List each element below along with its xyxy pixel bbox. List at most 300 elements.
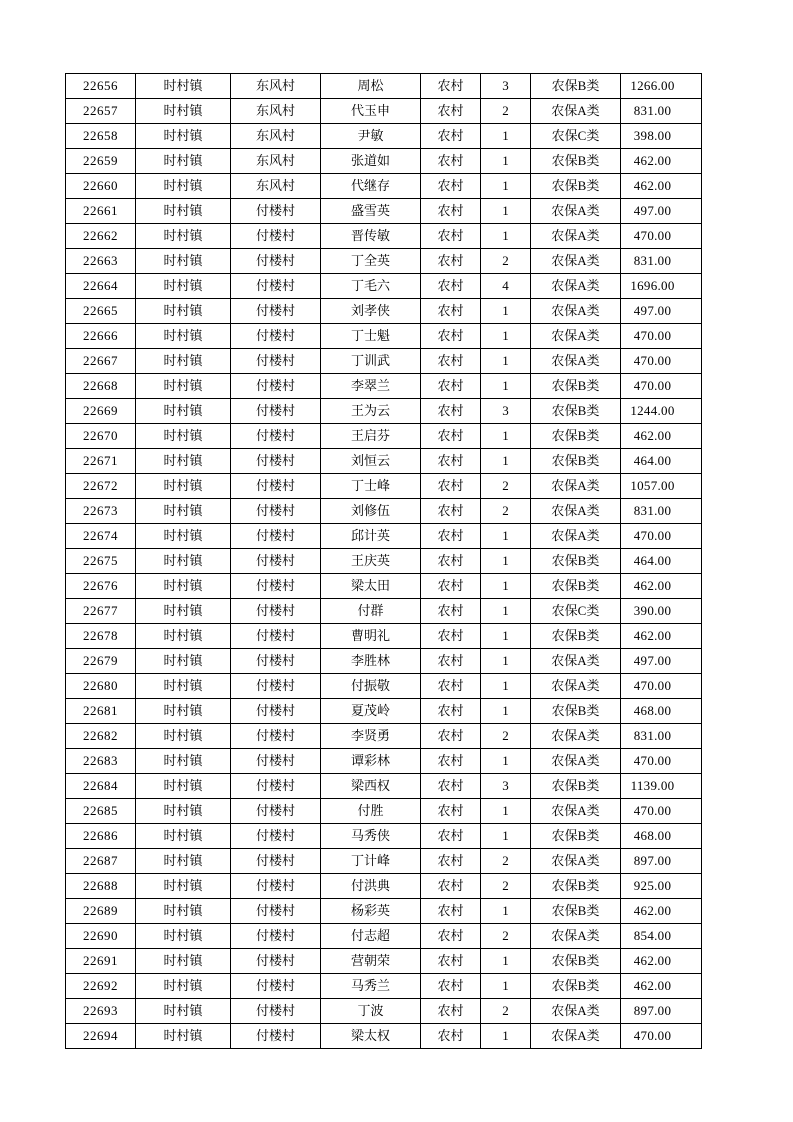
cell-village: 付楼村 — [231, 674, 321, 699]
cell-category: 农保B类 — [531, 424, 621, 449]
cell-amount: 497.00 — [621, 199, 702, 224]
table-row — [66, 674, 702, 699]
cell-town: 时村镇 — [136, 749, 231, 774]
cell-name: 张道如 — [321, 149, 421, 174]
cell-town: 时村镇 — [136, 249, 231, 274]
cell-id: 22687 — [66, 849, 136, 874]
cell-id: 22675 — [66, 549, 136, 574]
cell-id: 22656 — [66, 74, 136, 99]
cell-town: 时村镇 — [136, 724, 231, 749]
cell-amount: 462.00 — [621, 149, 702, 174]
cell-count: 1 — [481, 199, 531, 224]
cell-type: 农村 — [421, 549, 481, 574]
cell-village: 付楼村 — [231, 624, 321, 649]
cell-town: 时村镇 — [136, 949, 231, 974]
cell-name: 丁士峰 — [321, 474, 421, 499]
cell-type: 农村 — [421, 999, 481, 1024]
cell-count: 1 — [481, 549, 531, 574]
cell-village: 付楼村 — [231, 349, 321, 374]
cell-id: 22659 — [66, 149, 136, 174]
cell-town: 时村镇 — [136, 774, 231, 799]
cell-count: 2 — [481, 874, 531, 899]
cell-id: 22685 — [66, 799, 136, 824]
cell-count: 2 — [481, 849, 531, 874]
cell-amount: 462.00 — [621, 424, 702, 449]
cell-name: 杨彩英 — [321, 899, 421, 924]
cell-name: 梁太田 — [321, 574, 421, 599]
cell-village: 东风村 — [231, 149, 321, 174]
cell-id: 22657 — [66, 99, 136, 124]
cell-amount: 1057.00 — [621, 474, 702, 499]
cell-count: 1 — [481, 599, 531, 624]
cell-category: 农保B类 — [531, 699, 621, 724]
cell-amount: 1696.00 — [621, 274, 702, 299]
cell-amount: 462.00 — [621, 624, 702, 649]
cell-id: 22674 — [66, 524, 136, 549]
cell-id: 22665 — [66, 299, 136, 324]
cell-category: 农保A类 — [531, 199, 621, 224]
cell-type: 农村 — [421, 699, 481, 724]
cell-town: 时村镇 — [136, 974, 231, 999]
cell-town: 时村镇 — [136, 174, 231, 199]
cell-type: 农村 — [421, 299, 481, 324]
cell-category: 农保A类 — [531, 349, 621, 374]
cell-id: 22669 — [66, 399, 136, 424]
pension-table — [65, 73, 702, 1049]
cell-category: 农保A类 — [531, 674, 621, 699]
table-row — [66, 949, 702, 974]
cell-name: 付志超 — [321, 924, 421, 949]
cell-amount: 497.00 — [621, 299, 702, 324]
cell-category: 农保A类 — [531, 324, 621, 349]
cell-village: 付楼村 — [231, 374, 321, 399]
cell-id: 22672 — [66, 474, 136, 499]
cell-id: 22694 — [66, 1024, 136, 1049]
cell-village: 付楼村 — [231, 449, 321, 474]
cell-name: 丁毛六 — [321, 274, 421, 299]
cell-town: 时村镇 — [136, 674, 231, 699]
cell-village: 付楼村 — [231, 474, 321, 499]
cell-count: 2 — [481, 499, 531, 524]
cell-type: 农村 — [421, 599, 481, 624]
cell-type: 农村 — [421, 574, 481, 599]
cell-amount: 497.00 — [621, 649, 702, 674]
cell-name: 付洪典 — [321, 874, 421, 899]
cell-id: 22658 — [66, 124, 136, 149]
cell-category: 农保B类 — [531, 399, 621, 424]
cell-type: 农村 — [421, 849, 481, 874]
cell-town: 时村镇 — [136, 424, 231, 449]
table-row — [66, 549, 702, 574]
cell-village: 东风村 — [231, 124, 321, 149]
table-row — [66, 774, 702, 799]
cell-name: 付胜 — [321, 799, 421, 824]
cell-count: 1 — [481, 574, 531, 599]
cell-category: 农保A类 — [531, 524, 621, 549]
cell-amount: 464.00 — [621, 449, 702, 474]
cell-town: 时村镇 — [136, 74, 231, 99]
cell-town: 时村镇 — [136, 299, 231, 324]
cell-category: 农保A类 — [531, 724, 621, 749]
cell-id: 22673 — [66, 499, 136, 524]
cell-type: 农村 — [421, 749, 481, 774]
cell-type: 农村 — [421, 724, 481, 749]
table-row — [66, 499, 702, 524]
cell-town: 时村镇 — [136, 499, 231, 524]
cell-town: 时村镇 — [136, 1024, 231, 1049]
cell-town: 时村镇 — [136, 699, 231, 724]
cell-town: 时村镇 — [136, 649, 231, 674]
cell-type: 农村 — [421, 124, 481, 149]
cell-count: 2 — [481, 474, 531, 499]
cell-village: 东风村 — [231, 99, 321, 124]
cell-count: 1 — [481, 899, 531, 924]
cell-name: 梁太权 — [321, 1024, 421, 1049]
table-row — [66, 699, 702, 724]
cell-category: 农保A类 — [531, 999, 621, 1024]
cell-count: 1 — [481, 974, 531, 999]
cell-category: 农保B类 — [531, 899, 621, 924]
cell-town: 时村镇 — [136, 124, 231, 149]
cell-type: 农村 — [421, 824, 481, 849]
cell-amount: 462.00 — [621, 949, 702, 974]
cell-type: 农村 — [421, 899, 481, 924]
cell-village: 付楼村 — [231, 649, 321, 674]
cell-id: 22661 — [66, 199, 136, 224]
cell-amount: 470.00 — [621, 374, 702, 399]
cell-category: 农保B类 — [531, 549, 621, 574]
cell-count: 3 — [481, 774, 531, 799]
cell-village: 付楼村 — [231, 599, 321, 624]
cell-amount: 462.00 — [621, 974, 702, 999]
cell-name: 丁士魁 — [321, 324, 421, 349]
cell-town: 时村镇 — [136, 149, 231, 174]
cell-village: 付楼村 — [231, 1024, 321, 1049]
cell-name: 营朝荣 — [321, 949, 421, 974]
cell-amount: 468.00 — [621, 699, 702, 724]
cell-type: 农村 — [421, 649, 481, 674]
cell-town: 时村镇 — [136, 599, 231, 624]
cell-id: 22662 — [66, 224, 136, 249]
cell-category: 农保A类 — [531, 649, 621, 674]
cell-town: 时村镇 — [136, 274, 231, 299]
cell-category: 农保B类 — [531, 874, 621, 899]
cell-count: 2 — [481, 724, 531, 749]
cell-category: 农保C类 — [531, 599, 621, 624]
cell-id: 22676 — [66, 574, 136, 599]
cell-category: 农保A类 — [531, 224, 621, 249]
cell-id: 22660 — [66, 174, 136, 199]
table-row — [66, 799, 702, 824]
cell-name: 李胜林 — [321, 649, 421, 674]
cell-amount: 831.00 — [621, 499, 702, 524]
cell-amount: 464.00 — [621, 549, 702, 574]
table-row — [66, 99, 702, 124]
cell-count: 1 — [481, 149, 531, 174]
cell-count: 1 — [481, 649, 531, 674]
table-row — [66, 724, 702, 749]
cell-count: 1 — [481, 949, 531, 974]
cell-village: 付楼村 — [231, 799, 321, 824]
cell-name: 李贤勇 — [321, 724, 421, 749]
cell-id: 22663 — [66, 249, 136, 274]
cell-amount: 831.00 — [621, 99, 702, 124]
cell-amount: 925.00 — [621, 874, 702, 899]
table-row — [66, 999, 702, 1024]
table-row — [66, 874, 702, 899]
cell-count: 1 — [481, 174, 531, 199]
cell-town: 时村镇 — [136, 899, 231, 924]
cell-id: 22678 — [66, 624, 136, 649]
cell-village: 付楼村 — [231, 574, 321, 599]
cell-count: 2 — [481, 924, 531, 949]
cell-village: 付楼村 — [231, 949, 321, 974]
cell-town: 时村镇 — [136, 449, 231, 474]
cell-amount: 1139.00 — [621, 774, 702, 799]
cell-id: 22692 — [66, 974, 136, 999]
cell-count: 1 — [481, 424, 531, 449]
cell-type: 农村 — [421, 774, 481, 799]
cell-amount: 1244.00 — [621, 399, 702, 424]
cell-name: 邱计英 — [321, 524, 421, 549]
cell-id: 22683 — [66, 749, 136, 774]
cell-name: 盛雪英 — [321, 199, 421, 224]
cell-name: 马秀兰 — [321, 974, 421, 999]
cell-type: 农村 — [421, 74, 481, 99]
cell-amount: 462.00 — [621, 174, 702, 199]
cell-amount: 470.00 — [621, 324, 702, 349]
cell-name: 刘修伍 — [321, 499, 421, 524]
cell-id: 22667 — [66, 349, 136, 374]
cell-count: 3 — [481, 74, 531, 99]
cell-type: 农村 — [421, 149, 481, 174]
cell-category: 农保A类 — [531, 849, 621, 874]
cell-count: 1 — [481, 624, 531, 649]
cell-name: 李翠兰 — [321, 374, 421, 399]
table-row — [66, 849, 702, 874]
cell-name: 尹敏 — [321, 124, 421, 149]
cell-category: 农保B类 — [531, 449, 621, 474]
cell-id: 22682 — [66, 724, 136, 749]
cell-village: 付楼村 — [231, 399, 321, 424]
cell-name: 付振敬 — [321, 674, 421, 699]
cell-town: 时村镇 — [136, 224, 231, 249]
table-row — [66, 974, 702, 999]
cell-type: 农村 — [421, 99, 481, 124]
cell-category: 农保A类 — [531, 924, 621, 949]
cell-count: 1 — [481, 674, 531, 699]
cell-village: 付楼村 — [231, 749, 321, 774]
cell-category: 农保C类 — [531, 124, 621, 149]
cell-count: 2 — [481, 999, 531, 1024]
cell-amount: 398.00 — [621, 124, 702, 149]
cell-village: 付楼村 — [231, 924, 321, 949]
table-row — [66, 149, 702, 174]
table-row — [66, 524, 702, 549]
cell-type: 农村 — [421, 524, 481, 549]
cell-id: 22677 — [66, 599, 136, 624]
cell-village: 付楼村 — [231, 824, 321, 849]
cell-type: 农村 — [421, 474, 481, 499]
cell-amount: 470.00 — [621, 349, 702, 374]
cell-amount: 897.00 — [621, 999, 702, 1024]
cell-amount: 470.00 — [621, 224, 702, 249]
table-row — [66, 324, 702, 349]
cell-category: 农保B类 — [531, 824, 621, 849]
cell-amount: 470.00 — [621, 749, 702, 774]
table-row — [66, 449, 702, 474]
cell-id: 22666 — [66, 324, 136, 349]
cell-type: 农村 — [421, 249, 481, 274]
cell-count: 4 — [481, 274, 531, 299]
cell-name: 曹明礼 — [321, 624, 421, 649]
table-row — [66, 399, 702, 424]
cell-count: 1 — [481, 324, 531, 349]
cell-category: 农保A类 — [531, 499, 621, 524]
cell-id: 22664 — [66, 274, 136, 299]
cell-type: 农村 — [421, 1024, 481, 1049]
cell-amount: 470.00 — [621, 674, 702, 699]
cell-count: 1 — [481, 524, 531, 549]
cell-count: 1 — [481, 349, 531, 374]
table-row — [66, 249, 702, 274]
cell-amount: 1266.00 — [621, 74, 702, 99]
cell-type: 农村 — [421, 624, 481, 649]
cell-id: 22671 — [66, 449, 136, 474]
cell-name: 王为云 — [321, 399, 421, 424]
cell-category: 农保A类 — [531, 299, 621, 324]
table-row — [66, 424, 702, 449]
cell-id: 22670 — [66, 424, 136, 449]
cell-category: 农保B类 — [531, 774, 621, 799]
cell-name: 梁西权 — [321, 774, 421, 799]
cell-category: 农保A类 — [531, 474, 621, 499]
table-row — [66, 349, 702, 374]
cell-id: 22689 — [66, 899, 136, 924]
cell-type: 农村 — [421, 324, 481, 349]
cell-village: 付楼村 — [231, 199, 321, 224]
cell-id: 22686 — [66, 824, 136, 849]
cell-category: 农保B类 — [531, 74, 621, 99]
cell-count: 1 — [481, 699, 531, 724]
cell-town: 时村镇 — [136, 874, 231, 899]
table-row — [66, 574, 702, 599]
cell-name: 夏茂岭 — [321, 699, 421, 724]
cell-id: 22681 — [66, 699, 136, 724]
cell-category: 农保B类 — [531, 374, 621, 399]
cell-amount: 470.00 — [621, 799, 702, 824]
cell-town: 时村镇 — [136, 524, 231, 549]
cell-type: 农村 — [421, 424, 481, 449]
cell-village: 东风村 — [231, 74, 321, 99]
cell-category: 农保B类 — [531, 949, 621, 974]
cell-category: 农保A类 — [531, 274, 621, 299]
cell-village: 付楼村 — [231, 224, 321, 249]
cell-count: 2 — [481, 99, 531, 124]
cell-id: 22691 — [66, 949, 136, 974]
cell-amount: 854.00 — [621, 924, 702, 949]
cell-id: 22668 — [66, 374, 136, 399]
table-row — [66, 824, 702, 849]
cell-town: 时村镇 — [136, 199, 231, 224]
table-row — [66, 649, 702, 674]
cell-category: 农保B类 — [531, 974, 621, 999]
cell-category: 农保A类 — [531, 749, 621, 774]
cell-id: 22680 — [66, 674, 136, 699]
cell-village: 付楼村 — [231, 549, 321, 574]
cell-town: 时村镇 — [136, 399, 231, 424]
cell-name: 丁训武 — [321, 349, 421, 374]
table-row — [66, 899, 702, 924]
table-row — [66, 374, 702, 399]
table-row — [66, 174, 702, 199]
cell-type: 农村 — [421, 274, 481, 299]
cell-name: 刘孝侠 — [321, 299, 421, 324]
cell-amount: 831.00 — [621, 724, 702, 749]
cell-type: 农村 — [421, 399, 481, 424]
cell-village: 付楼村 — [231, 499, 321, 524]
cell-village: 付楼村 — [231, 974, 321, 999]
cell-id: 22688 — [66, 874, 136, 899]
table-row — [66, 1024, 702, 1049]
cell-type: 农村 — [421, 924, 481, 949]
table-row — [66, 74, 702, 99]
cell-amount: 390.00 — [621, 599, 702, 624]
cell-type: 农村 — [421, 224, 481, 249]
cell-category: 农保A类 — [531, 799, 621, 824]
cell-type: 农村 — [421, 874, 481, 899]
cell-count: 1 — [481, 224, 531, 249]
cell-category: 农保B类 — [531, 149, 621, 174]
table-row — [66, 599, 702, 624]
cell-count: 2 — [481, 249, 531, 274]
cell-village: 东风村 — [231, 174, 321, 199]
cell-town: 时村镇 — [136, 849, 231, 874]
cell-village: 付楼村 — [231, 999, 321, 1024]
cell-category: 农保B类 — [531, 174, 621, 199]
cell-count: 1 — [481, 1024, 531, 1049]
cell-name: 代玉申 — [321, 99, 421, 124]
table-row — [66, 274, 702, 299]
cell-name: 晋传敏 — [321, 224, 421, 249]
cell-name: 马秀侠 — [321, 824, 421, 849]
cell-type: 农村 — [421, 949, 481, 974]
cell-town: 时村镇 — [136, 574, 231, 599]
cell-town: 时村镇 — [136, 624, 231, 649]
cell-village: 付楼村 — [231, 274, 321, 299]
cell-village: 付楼村 — [231, 524, 321, 549]
cell-count: 1 — [481, 299, 531, 324]
cell-town: 时村镇 — [136, 924, 231, 949]
cell-count: 1 — [481, 124, 531, 149]
table-row — [66, 474, 702, 499]
cell-name: 周松 — [321, 74, 421, 99]
table-row — [66, 624, 702, 649]
cell-amount: 831.00 — [621, 249, 702, 274]
cell-type: 农村 — [421, 674, 481, 699]
cell-count: 1 — [481, 824, 531, 849]
cell-town: 时村镇 — [136, 824, 231, 849]
cell-id: 22679 — [66, 649, 136, 674]
cell-town: 时村镇 — [136, 374, 231, 399]
cell-amount: 462.00 — [621, 899, 702, 924]
cell-id: 22693 — [66, 999, 136, 1024]
cell-category: 农保A类 — [531, 99, 621, 124]
cell-count: 1 — [481, 374, 531, 399]
cell-amount: 462.00 — [621, 574, 702, 599]
cell-village: 付楼村 — [231, 899, 321, 924]
cell-id: 22684 — [66, 774, 136, 799]
